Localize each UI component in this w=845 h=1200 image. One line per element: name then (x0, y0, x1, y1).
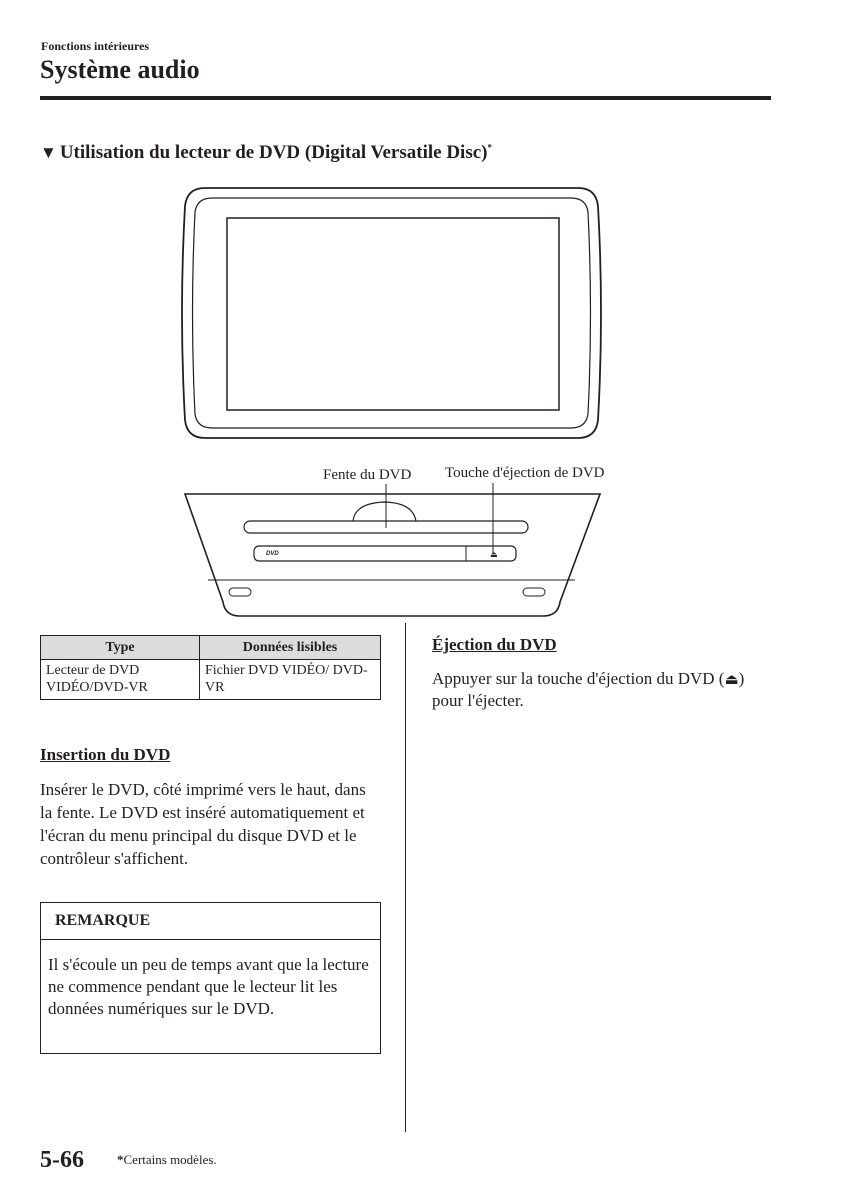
table-cell-type: Lecteur de DVD VIDÉO/DVD-VR (41, 660, 200, 700)
note-body: Il s'écoule un peu de temps avant que la lecture ne commence pendant que le lecteur lit les données numériques sur le DVD. (48, 955, 369, 1018)
callout-dvd-slot: Fente du DVD (323, 467, 412, 483)
display-screen-icon (182, 188, 601, 438)
subsection-heading-text: Utilisation du lecteur de DVD (Digital Versatile Disc) (59, 142, 488, 163)
page-title: Système audio (40, 55, 200, 84)
eject-icon: ⏏ (724, 670, 739, 688)
note-title: REMARQUE (55, 912, 151, 929)
footnote (117, 1152, 217, 1168)
note-title-bar (41, 903, 380, 940)
eject-symbol-icon: ⏏ (490, 550, 498, 559)
table-header-type: Type (41, 636, 200, 660)
triangle-marker-icon: ▼ (40, 143, 57, 162)
table-header-readable-data: Données lisibles (200, 636, 381, 660)
ejection-heading: Éjection du DVD (432, 635, 557, 654)
ejection-body (432, 668, 772, 712)
table-cell-readable-data: Fichier DVD VIDÉO/ DVD-VR (200, 660, 381, 700)
section-label: Fonctions intérieures (41, 39, 150, 53)
page-number: 5-66 (40, 1147, 84, 1173)
dvd-logo: DVD (266, 551, 279, 557)
column-divider (405, 623, 406, 1132)
insertion-body: Insérer le DVD, côté imprimé vers le haut, dans la fente. Le DVD est inséré automatiquement et l'écran du menu principal du disque DVD et le contrôleur s'affichent. (40, 780, 366, 868)
footnote-text: Certains modèles. (123, 1152, 217, 1167)
table-header-row (41, 636, 381, 660)
footnote-mark: * (117, 1152, 124, 1167)
insertion-heading: Insertion du DVD (40, 745, 171, 764)
dvd-unit-faceplate-icon (185, 483, 600, 616)
ejection-body-text-end: ) pour l'éjecter. (432, 669, 745, 710)
footnote-mark: * (487, 142, 492, 153)
callout-eject-button: Touche d'éjection de DVD (445, 465, 605, 481)
ejection-body-text: Appuyer sur la touche d'éjection du DVD ( (432, 669, 725, 688)
note-box (40, 902, 381, 1054)
readable-data-table (40, 635, 381, 700)
table-row (41, 660, 381, 700)
